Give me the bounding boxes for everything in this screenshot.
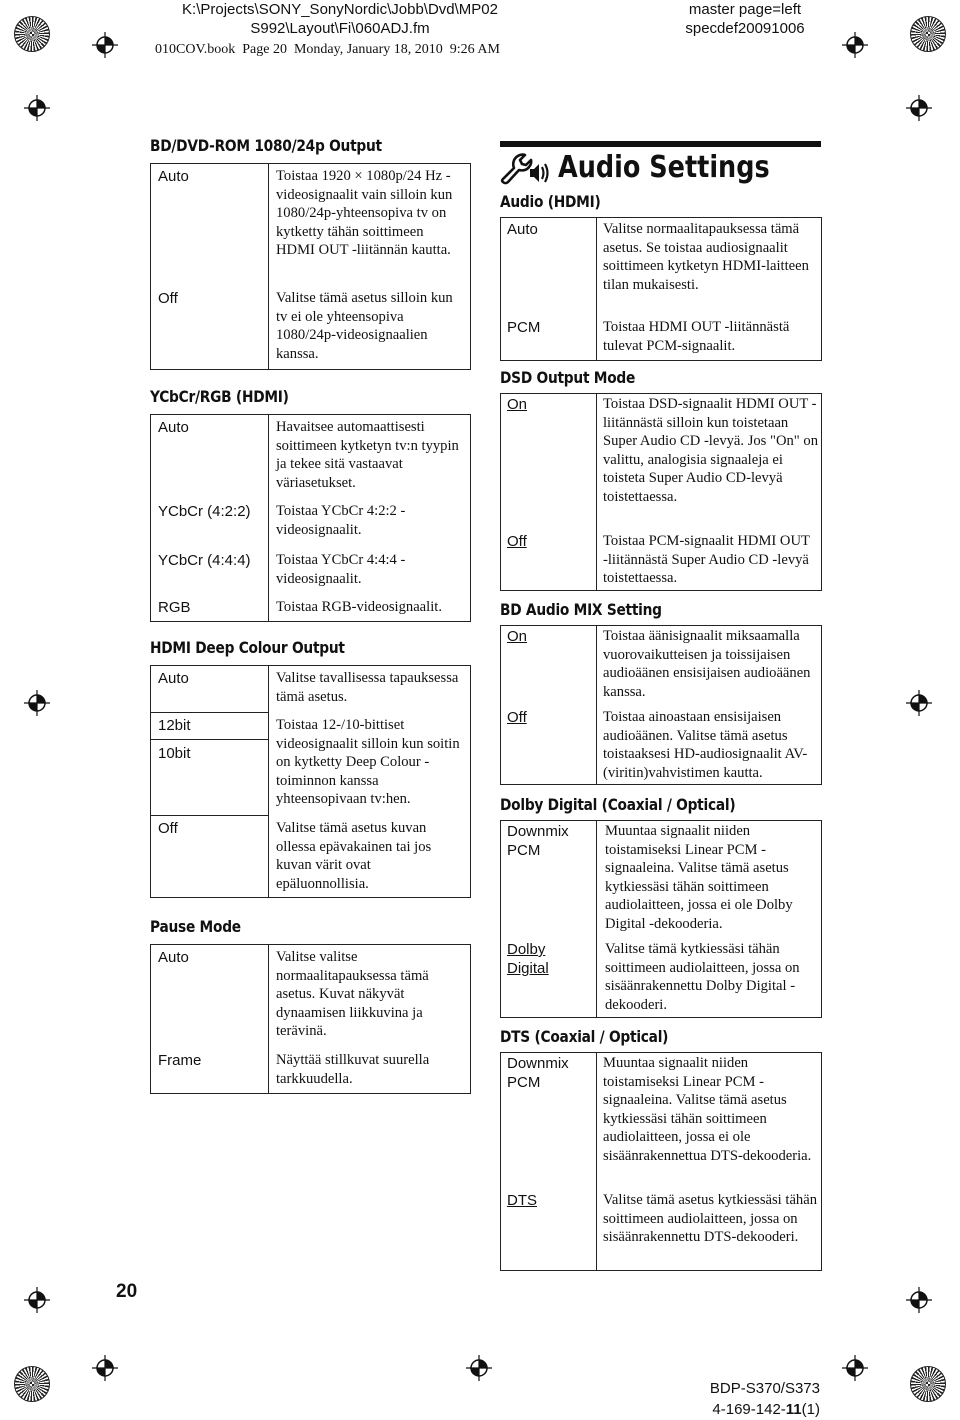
- dolby-option-downmix: Downmix PCM: [507, 823, 569, 859]
- model-number: BDP-S370/S373: [709, 1380, 820, 1397]
- dts-option-downmix: Downmix PCM: [507, 1055, 569, 1091]
- bd-option-auto: Auto: [158, 168, 189, 185]
- book-info-line: 010COV.book Page 20 Monday, January 18, 2010 9:26 AM: [155, 42, 500, 57]
- audio-desc-auto: Valitse normaalitapauksessa tämä asetus. Se toistaa audiosignaalit soittimeen kytketyn HDMI-laitteen tilan mukaisesti.: [603, 221, 809, 293]
- registration-mark-icon: [842, 1355, 868, 1381]
- dsd-option-off: Off: [507, 533, 527, 550]
- table-divider: [268, 163, 269, 370]
- ycbcr-desc-auto: Havaitsee automaattisesti soittimeen kytketyn tv:n tyypin ja tekee sitä vastaavat väriasetukset.: [276, 419, 459, 491]
- starburst-mark-icon: [14, 1366, 50, 1402]
- row-divider: [150, 712, 269, 713]
- starburst-mark-icon: [14, 16, 50, 52]
- registration-mark-icon: [92, 1355, 118, 1381]
- bd-option-off: Off: [158, 290, 178, 307]
- table-divider: [268, 944, 269, 1094]
- ycbcr-option-422: YCbCr (4:2:2): [158, 503, 251, 520]
- table-divider: [596, 1052, 597, 1271]
- master-page-line2: specdef20091006: [685, 20, 805, 37]
- registration-mark-icon: [906, 690, 932, 716]
- registration-mark-icon: [24, 690, 50, 716]
- mix-heading: BD Audio MIX Setting: [500, 600, 662, 619]
- bd-desc-auto: Toistaa 1920 × 1080p/24 Hz -videosignaalit vain silloin kun 1080/24p-yhteensopiva tv on kytketty tähän soittimeen HDMI OUT -liitännän kautta.: [276, 168, 453, 259]
- table-divider: [268, 414, 269, 622]
- deep-desc-12-10bit: Toistaa 12-/10-bittiset videosignaalit silloin kun soitin on kytketty Deep Colour -toiminnon kanssa yhteensopivaan tv:hen.: [276, 717, 460, 808]
- deep-option-12bit: 12bit: [158, 717, 191, 734]
- table-divider: [596, 393, 597, 591]
- audio-option-pcm: PCM: [507, 319, 541, 336]
- ycbcr-desc-444: Toistaa YCbCr 4:4:4 -videosignaalit.: [276, 552, 406, 587]
- audio-hdmi-heading: Audio (HDMI): [500, 192, 601, 211]
- row-divider: [150, 815, 269, 816]
- bd-output-heading: BD/DVD-ROM 1080/24p Output: [150, 136, 382, 155]
- mix-desc-off: Toistaa ainoastaan ensisijaisen audioäänen. Valitse tämä asetus toistaaksesi HD-audiosignaalit AV-(viritin)vahvistimen kautta.: [603, 709, 808, 781]
- table-divider: [596, 217, 597, 361]
- registration-mark-icon: [24, 95, 50, 121]
- dolby-option-dolby-digital: Dolby Digital: [507, 941, 549, 977]
- pause-option-auto: Auto: [158, 949, 189, 966]
- audio-desc-pcm: Toistaa HDMI OUT -liitännästä tulevat PCM-signaalit.: [603, 319, 790, 354]
- table-divider: [596, 820, 597, 1018]
- table-divider: [268, 665, 269, 898]
- dsd-option-on: On: [507, 396, 528, 413]
- ycbcr-desc-422: Toistaa YCbCr 4:2:2 -videosignaalit.: [276, 503, 406, 538]
- ycbcr-desc-rgb: Toistaa RGB-videosignaalit.: [276, 599, 442, 615]
- pause-desc-frame: Näyttää stillkuvat suurella tarkkuudella.: [276, 1052, 430, 1087]
- registration-mark-icon: [906, 1287, 932, 1313]
- ycbcr-option-auto: Auto: [158, 419, 189, 436]
- registration-mark-icon: [842, 32, 868, 58]
- row-divider: [150, 739, 269, 740]
- deep-option-off: Off: [158, 820, 178, 837]
- ycbcr-option-444: YCbCr (4:4:4): [158, 552, 251, 569]
- dolby-desc-dolby-digital: Valitse tämä kytkiessäsi tähän soittimeen audiolaitteen, jossa on sisäänrakennettu Dolby Digital -dekooderi.: [605, 941, 800, 1013]
- starburst-mark-icon: [910, 16, 946, 52]
- dsd-desc-off: Toistaa PCM-signaalit HDMI OUT -liitännästä Super Audio CD -levyä toistettaessa.: [603, 533, 810, 587]
- mix-option-off: Off: [507, 709, 527, 726]
- dolby-desc-downmix: Muuntaa signaalit niiden toistamiseksi Linear PCM -signaaleina. Valitse tämä asetus kytkiessäsi tähän soittimeen audiolaitteen, jossa ei ole Dolby Digital -dekooderia.: [605, 823, 793, 932]
- audio-option-auto: Auto: [507, 221, 538, 238]
- dts-heading: DTS (Coaxial / Optical): [500, 1027, 669, 1046]
- pause-option-frame: Frame: [158, 1052, 202, 1069]
- registration-mark-icon: [466, 1355, 492, 1381]
- starburst-mark-icon: [910, 1366, 946, 1402]
- dts-desc-dts: Valitse tämä asetus kytkiessäsi tähän soittimeen audiolaitteen, jossa on sisäänrakennettu DTS-dekooderi.: [603, 1192, 817, 1246]
- dsd-heading: DSD Output Mode: [500, 368, 636, 387]
- ycbcr-option-rgb: RGB: [158, 599, 191, 616]
- dsd-desc-on: Toistaa DSD-signaalit HDMI OUT -liitännästä silloin kun toistetaan Super Audio CD -levyä. Jos "On" on valittu, analogisia signaaleja ei toisteta Super Audio CD-levyä toistettaessa.: [603, 396, 819, 505]
- mix-option-on: On: [507, 628, 528, 645]
- part-code-bold: 11: [785, 1401, 802, 1418]
- bd-desc-off: Valitse tämä asetus silloin kun tv ei ole yhteensopiva 1080/24p-videosignaalien kanssa.: [276, 290, 453, 362]
- part-code-suffix: (1): [801, 1401, 820, 1418]
- deep-colour-heading: HDMI Deep Colour Output: [150, 638, 345, 657]
- deep-option-auto: Auto: [158, 670, 189, 687]
- dts-desc-downmix: Muuntaa signaalit niiden toistamiseksi Linear PCM -signaaleina. Valitse tämä asetus kytkiessäsi tähän soittimeen audiolaitteen, jossa ei ole sisäänrakennettua DTS-dekooderia.: [603, 1055, 812, 1164]
- part-code: [620, 1399, 820, 1420]
- mix-desc-on: Toistaa äänisignaalit miksaamalla vuorovaikutteisen ja toissijaisen audioäänen ensisijaisen audioäänen kanssa.: [603, 628, 811, 700]
- file-path-line1: K:\Projects\SONY_SonyNordic\Jobb\Dvd\MP02: [182, 1, 498, 18]
- section-rule: [500, 141, 821, 147]
- file-path-line2: S992\Layout\Fi\060ADJ.fm: [250, 20, 430, 37]
- master-page-line1: master page=left: [688, 1, 802, 18]
- registration-mark-icon: [24, 1287, 50, 1313]
- master-page-header: [660, 0, 830, 38]
- deep-option-10bit: 10bit: [158, 745, 191, 762]
- wrench-speaker-icon: [500, 151, 550, 187]
- model-footer: [620, 1378, 820, 1420]
- file-path-header: [155, 0, 525, 38]
- pause-desc-auto: Valitse valitse normaalitapauksessa tämä asetus. Kuvat näkyvät dynaamisen liikkuvina ja terävinä.: [276, 949, 429, 1040]
- dts-option-dts: DTS: [507, 1192, 537, 1209]
- page-number: 20: [116, 1281, 138, 1302]
- deep-desc-off: Valitse tämä asetus kuvan ollessa epävakainen tai jos kuvan värit ovat epäluonnollisia.: [276, 820, 432, 892]
- pause-mode-heading: Pause Mode: [150, 917, 241, 936]
- table-divider: [596, 625, 597, 785]
- audio-settings-title: Audio Settings: [558, 150, 770, 185]
- deep-desc-auto: Valitse tavallisessa tapauksessa tämä asetus.: [276, 670, 459, 705]
- registration-mark-icon: [906, 95, 932, 121]
- part-code-prefix: 4-169-142-: [712, 1401, 786, 1418]
- registration-mark-icon: [92, 32, 118, 58]
- dolby-heading: Dolby Digital (Coaxial / Optical): [500, 795, 736, 814]
- ycbcr-heading: YCbCr/RGB (HDMI): [150, 387, 289, 406]
